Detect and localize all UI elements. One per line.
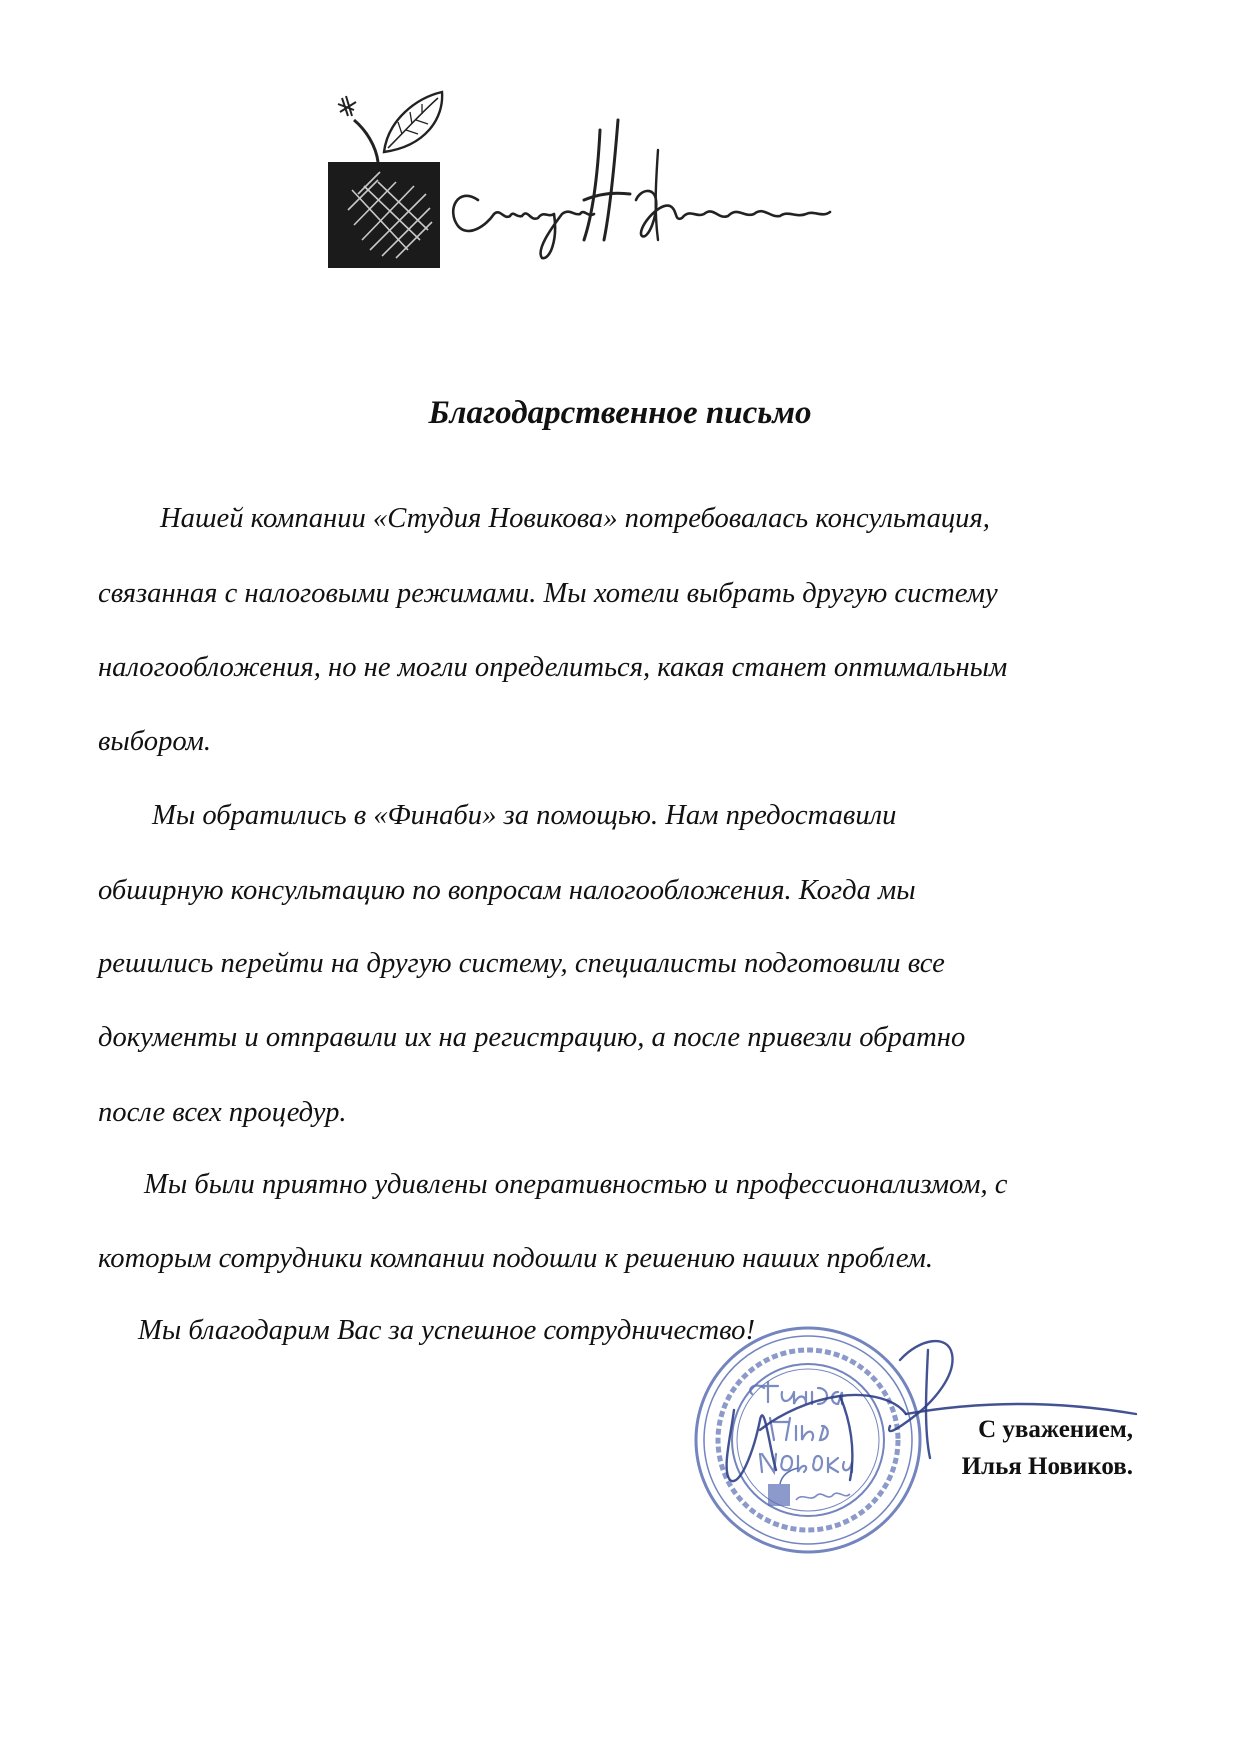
body-line: обширную консультацию по вопросам налогообложения. Когда мы: [98, 875, 916, 906]
signer-name: Илья Новиков.: [961, 1453, 1133, 1480]
body-line: Мы были приятно удивлены оперативностью и профессионализмом, с: [144, 1169, 1008, 1200]
body-line: Мы благодарим Вас за успешное сотрудничество!: [138, 1315, 755, 1346]
body-line: после всех процедур.: [98, 1097, 347, 1128]
studio-logo-icon: [318, 90, 938, 290]
body-line: связанная с налоговыми режимами. Мы хотели выбрать другую систему: [98, 578, 998, 609]
body-line: решились перейти на другую систему, специалисты подготовили все: [98, 948, 945, 979]
body-line: которым сотрудники компании подошли к решению наших проблем.: [98, 1243, 934, 1274]
document-title: Благодарственное письмо: [428, 395, 812, 431]
letterhead-logo: [318, 90, 938, 290]
body-line: Нашей компании «Студия Новикова» потребовалась консультация,: [160, 503, 990, 534]
body-line: выбором.: [98, 726, 211, 757]
closing-block: [962, 1411, 1133, 1485]
body-line: налогообложения, но не могли определиться, какая станет оптимальным: [98, 652, 1008, 683]
closing-regards: С уважением,: [978, 1416, 1133, 1443]
body-line: документы и отправили их на регистрацию, а после привезли обратно: [98, 1022, 966, 1053]
body-line: Мы обратились в «Финаби» за помощью. Нам предоставили: [152, 800, 897, 831]
